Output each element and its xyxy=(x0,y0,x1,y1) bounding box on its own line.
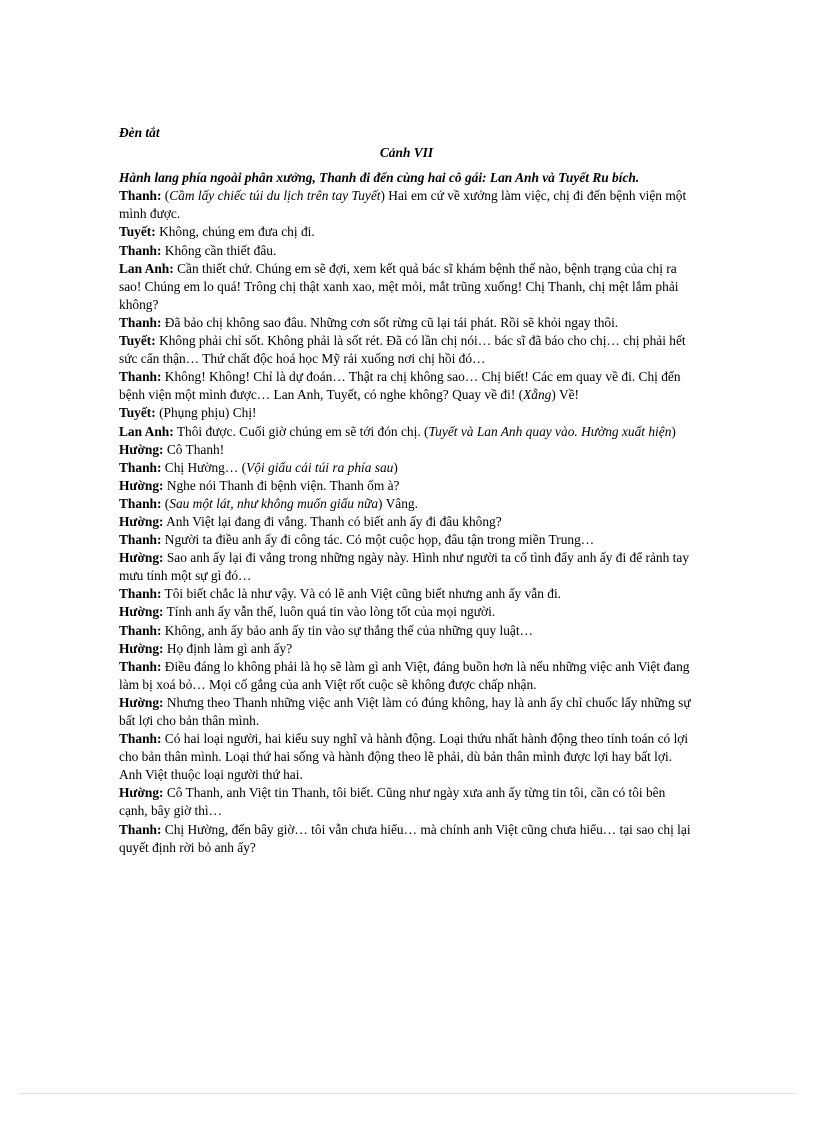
stage-aside: Xẵng xyxy=(523,387,552,403)
speaker-name: Thanh: xyxy=(119,242,162,258)
dialogue-text: Tôi biết chắc là như vậy. Và có lẽ anh Việt cũng biết nhưng anh ấy vẫn đi. xyxy=(161,586,562,602)
script-page xyxy=(119,124,694,857)
speaker-name: Thanh: xyxy=(119,314,162,330)
dialogue-text: Cô Thanh! xyxy=(163,441,225,457)
dialogue-line xyxy=(119,332,694,368)
dialogue-line xyxy=(119,513,694,531)
speaker-name: Thanh: xyxy=(119,586,162,602)
dialogue-line xyxy=(119,223,694,241)
dialogue-text: ) Vâng. xyxy=(378,495,418,511)
speaker-name: Thanh: xyxy=(119,369,162,385)
dialogue-line xyxy=(119,441,694,459)
dialogue-line xyxy=(119,187,694,223)
speaker-name: Thanh: xyxy=(119,658,162,674)
speaker-name: Thanh: xyxy=(119,459,162,475)
dialogue-text: Đã bảo chị không sao đâu. Những cơn sốt rừng cũ lại tái phát. Rồi sẽ khỏi ngay thôi. xyxy=(161,314,619,330)
dialogue-line xyxy=(119,368,694,404)
dialogue-text: Không! Không! Chỉ là dự đoán… Thật ra chị không sao… Chị biết! Các em quay về đi. Chị đến bệnh viện một mình được… Lan Anh, Tuyết, có nghe không? Quay về đi! ( xyxy=(119,369,681,403)
speaker-name: Hường: xyxy=(119,694,164,710)
speaker-name: Hường: xyxy=(119,640,164,656)
speaker-name: Tuyết: xyxy=(119,405,156,421)
dialogue-text: ) Hai em cứ về xưởng làm việc, chị đi đến bệnh viện một mình được. xyxy=(119,188,687,222)
dialogue-text: Người ta điều anh ấy đi công tác. Có một cuộc họp, đâu tận trong miền Trung… xyxy=(161,532,595,548)
stage-direction: Hành lang phía ngoài phân xưởng, Thanh đi đến cùng hai cô gái: Lan Anh và Tuyết Ru bích. xyxy=(119,170,640,186)
dialogue-text: Tính anh ấy vẫn thế, luôn quá tin vào lòng tốt của mọi người. xyxy=(163,604,496,620)
dialogue-text: Không phải chỉ sốt. Không phải là sốt rét. Đã có lần chị nói… bác sĩ đã báo cho chị… chị phải hết sức cẩn thận… Thứ chất độc hoá học Mỹ rải xuống nơi chị hồi đó… xyxy=(119,333,686,367)
dialogue-text: Không cần thiết đâu. xyxy=(161,242,277,258)
dialogue-text: Không, chúng em đưa chị đi. xyxy=(155,224,315,240)
dialogue-text: Nhưng theo Thanh những việc anh Việt làm có đúng không, hay là anh ấy chỉ chuốc lấy những sự bất lợi cho bản thân mình. xyxy=(119,694,691,728)
stage-aside: Sau một lát, như không muốn giấu nữa xyxy=(169,495,379,511)
speaker-name: Thanh: xyxy=(119,188,162,204)
speaker-name: Hường: xyxy=(119,785,164,801)
dialogue-line xyxy=(119,585,694,603)
speaker-name: Tuyết: xyxy=(119,333,156,349)
dialogue-text: ) xyxy=(393,459,398,475)
dialogue-text: ( xyxy=(161,188,170,204)
speaker-name: Lan Anh: xyxy=(119,260,174,276)
speaker-name: Hường: xyxy=(119,604,164,620)
page-bottom-rule xyxy=(20,1093,796,1094)
dialogue-line xyxy=(119,404,694,422)
dialogue-text: Có hai loại người, hai kiểu suy nghĩ và hành động. Loại thứu nhất hành động theo tính toán có lợi cho bản thân mình. Loại thứ hai sống và hành động theo lẽ phải, dù bản thân mình được lợi hay bất lợi. Anh Việt thuộc loại người thứ hai. xyxy=(119,731,689,783)
speaker-name: Thanh: xyxy=(119,731,162,747)
dialogue-line xyxy=(119,821,694,857)
dialogue-line xyxy=(119,495,694,513)
dialogue-text: Không, anh ấy bảo anh ấy tin vào sự thắng thế của những quy luật… xyxy=(161,622,533,638)
dialogue-text: Cần thiết chứ. Chúng em sẽ đợi, xem kết quả bác sĩ khám bệnh thế nào, bệnh trạng của chị ra sao! Chúng em lo quá! Trông chị thật xanh xao, mệt mỏi, mắt trũng xuống! Chị Thanh, chị mệt lắm phải không? xyxy=(119,260,679,312)
dialogue-text: Chị Hường… ( xyxy=(161,459,247,475)
dialogue-text: Nghe nói Thanh đi bệnh viện. Thanh ốm à? xyxy=(163,477,400,493)
dialogue-line xyxy=(119,784,694,820)
dialogue-text: (Phụng phịu) Chị! xyxy=(155,405,257,421)
dialogue-line xyxy=(119,694,694,730)
dialogue-line xyxy=(119,549,694,585)
speaker-name: Thanh: xyxy=(119,622,162,638)
speaker-name: Lan Anh: xyxy=(119,423,174,439)
dialogue-line xyxy=(119,314,694,332)
dialogue-text: Điều đáng lo không phải là họ sẽ làm gì anh Việt, đáng buồn hơn là nếu những việc anh Việt đang làm bị xoá bỏ… Mọi cố gắng của anh Việt rốt cuộc sẽ không được chấp nhận. xyxy=(119,658,690,692)
dialogue-text: Chị Hường, đến bây giờ… tôi vẫn chưa hiểu… mà chính anh Việt cũng chưa hiểu… tại sao chị lại quyết định rời bỏ anh ấy? xyxy=(119,821,691,855)
dialogue-line xyxy=(119,242,694,260)
dialogue-line xyxy=(119,459,694,477)
dialogue-line xyxy=(119,477,694,495)
dialogue-line xyxy=(119,658,694,694)
dialogue-text: ) Về! xyxy=(551,387,580,403)
dialogue-line xyxy=(119,640,694,658)
speaker-name: Thanh: xyxy=(119,821,162,837)
dialogue xyxy=(119,187,694,856)
dialogue-line xyxy=(119,423,694,441)
dialogue-text: Anh Việt lại đang đi vắng. Thanh có biết anh ấy đi đâu không? xyxy=(163,513,502,529)
dialogue-line xyxy=(119,622,694,640)
dialogue-text: Họ định làm gì anh ấy? xyxy=(163,640,293,656)
stage-note: Đèn tắt xyxy=(119,125,160,140)
dialogue-line xyxy=(119,730,694,784)
dialogue-line xyxy=(119,531,694,549)
stage-aside: Cầm lấy chiếc túi du lịch trên tay Tuyết xyxy=(169,188,381,204)
dialogue-text: ( xyxy=(161,495,170,511)
dialogue-text: Cô Thanh, anh Việt tin Thanh, tôi biết. Cũng như ngày xưa anh ấy từng tin tôi, cần có tôi bên cạnh, bây giờ thì… xyxy=(119,785,666,819)
dialogue-text: Thôi được. Cuối giờ chúng em sẽ tới đón chị. ( xyxy=(173,423,429,439)
stage-aside: Tuyết và Lan Anh quay vào. Hường xuất hiện xyxy=(428,423,672,439)
dialogue-line xyxy=(119,260,694,314)
dialogue-text: ) xyxy=(671,423,676,439)
speaker-name: Hường: xyxy=(119,550,164,566)
speaker-name: Hường: xyxy=(119,477,164,493)
speaker-name: Thanh: xyxy=(119,495,162,511)
speaker-name: Hường: xyxy=(119,441,164,457)
speaker-name: Hường: xyxy=(119,513,164,529)
dialogue-text: Sao anh ấy lại đi vắng trong những ngày này. Hình như người ta cố tình đẩy anh ấy đi để rảnh tay mưu tính một sự gì đó… xyxy=(119,550,690,584)
scene-title: Cảnh VII xyxy=(379,145,434,161)
stage-aside: Vội giấu cái túi ra phía sau xyxy=(246,459,394,475)
dialogue-line xyxy=(119,603,694,621)
speaker-name: Tuyết: xyxy=(119,224,156,240)
speaker-name: Thanh: xyxy=(119,532,162,548)
